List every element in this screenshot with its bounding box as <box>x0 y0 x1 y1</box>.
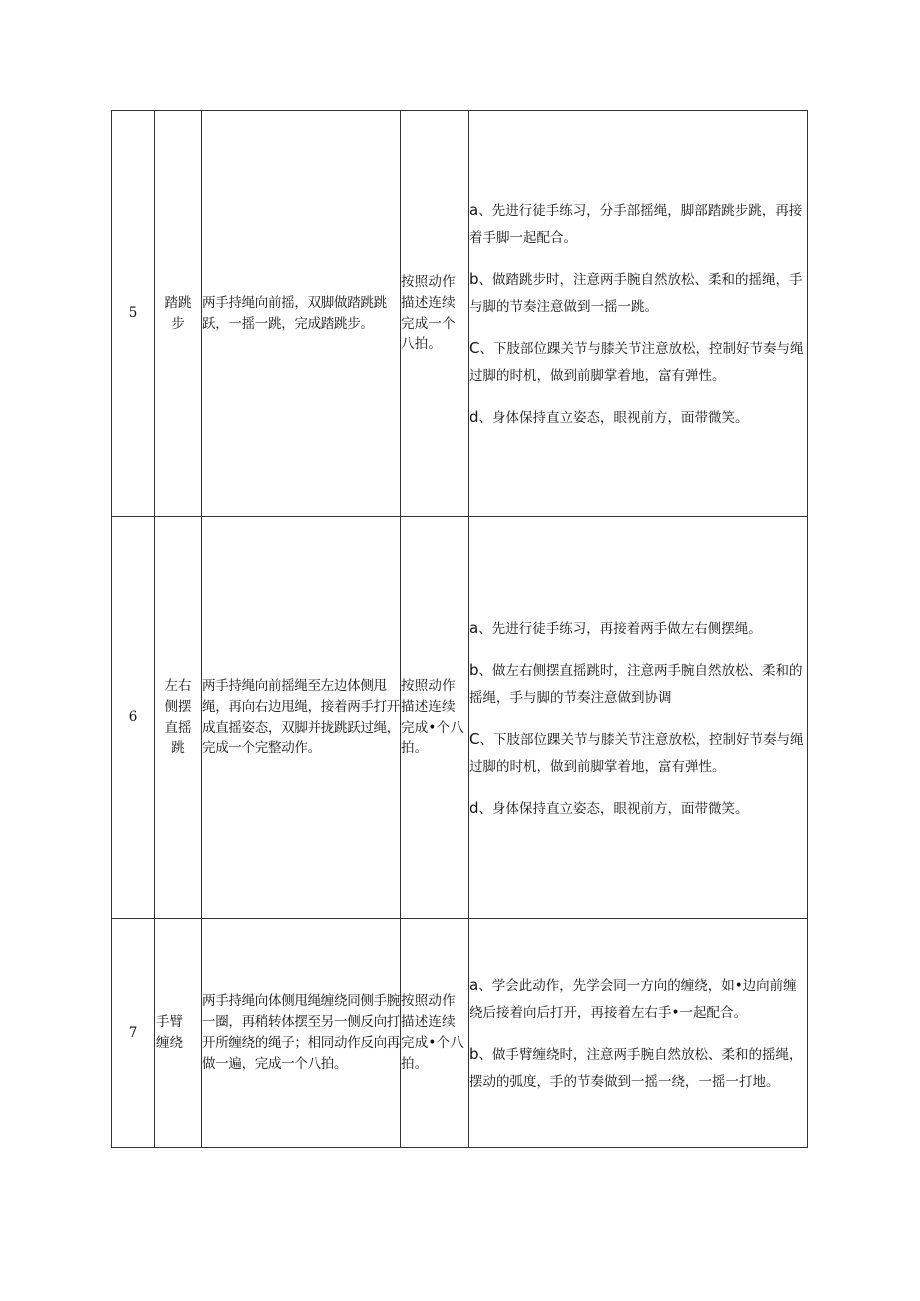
note-item <box>469 264 807 321</box>
note-text: 、身体保持直立姿态，眼视前方，面带微笑。 <box>478 410 749 426</box>
exercise-table <box>111 110 808 1148</box>
note-text: 、做踏跳步时，注意两手腕自然放松、柔和的摇绳，手与脚的节奏注意做到一摇一跳。 <box>469 272 803 315</box>
note-item <box>469 970 807 1027</box>
exercise-requirement: 按照动作描述连续完成•个八拍。 <box>401 517 469 919</box>
table-row <box>112 517 808 919</box>
exercise-name-line: 侧摆 <box>164 698 192 715</box>
note-item <box>469 613 807 643</box>
note-text: 、做手臂缠绕时，注意两手腕自然放松、柔和的摇绳，摆动的弧度，手的节奏做到一摇一绕，一摇一打地。 <box>469 1047 803 1090</box>
note-marker: a <box>469 201 479 219</box>
note-item <box>469 793 807 823</box>
note-marker: a <box>469 976 479 994</box>
exercise-notes <box>469 919 808 1148</box>
note-marker: d <box>469 408 479 426</box>
note-text: 、下肢部位踝关节与膝关节注意放松，控制好节奏与绳过脚的时机，做到前脚掌着地，富有弹性。 <box>469 731 804 775</box>
note-text: 、学会此动作，先学会同一方向的缠绕，如•边向前缠绕后接着向后打开，再接着左右手•一起配合。 <box>469 978 797 1021</box>
exercise-name-line: 步 <box>171 315 185 332</box>
exercise-name-line: 踏跳 <box>164 294 192 311</box>
note-item <box>469 402 807 432</box>
note-marker: b <box>469 1045 479 1063</box>
table-row <box>112 111 808 517</box>
exercise-name <box>155 111 202 517</box>
note-item <box>469 195 807 252</box>
exercise-description: 两手持绳向前摇，双脚做踏跳跳跃，一摇一跳，完成踏跳步。 <box>202 111 401 517</box>
exercise-notes <box>469 111 808 517</box>
exercise-description: 两手持绳向前摇绳至左边体侧甩绳，再向右边甩绳，接着两手打开成直摇姿态，双脚并拢跳跃过绳，完成一个完整动作。 <box>202 517 401 919</box>
exercise-notes <box>469 517 808 919</box>
exercise-name-line: 左右 <box>164 677 192 694</box>
note-item <box>469 724 807 781</box>
note-marker: b <box>469 270 479 288</box>
table-row <box>112 919 808 1148</box>
note-marker: d <box>469 798 479 817</box>
note-item <box>469 1039 807 1096</box>
exercise-name <box>155 517 202 919</box>
note-marker: a <box>469 618 479 637</box>
exercise-name-line: 缠绕 <box>156 1035 183 1051</box>
exercise-description: 两手持绳向体侧甩绳缠绕同侧手腕一圈，再稍转体摆至另一侧反向打开所缠绕的绳子；相同动作反向再做一遍，完成一个八拍。 <box>202 919 401 1148</box>
note-marker: C <box>469 729 480 748</box>
row-number: 6 <box>112 517 155 919</box>
note-text: 、先进行徒手练习，分手部摇绳，脚部踏跳步跳，再接着手脚一起配合。 <box>469 203 803 246</box>
exercise-name-line: 手臂 <box>156 1014 183 1031</box>
exercise-requirement: 按照动作描述连续完成一个八拍。 <box>401 111 469 517</box>
note-text: 、下肢部位踝关节与膝关节注意放松，控制好节奏与绳过脚的时机，做到前脚掌着地，富有弹性。 <box>469 341 804 384</box>
note-item <box>469 333 807 390</box>
note-text: 、做左右侧摆直摇跳时，注意两手腕自然放松、柔和的摇绳，手与脚的节奏注意做到协调 <box>469 662 803 706</box>
exercise-requirement: 按照动作描述连续完成•个八拍。 <box>401 919 469 1148</box>
exercise-name-line: 直摇 <box>164 719 192 736</box>
note-text: 、身体保持直立姿态，眼视前方，面带微笑。 <box>478 800 749 817</box>
exercise-name-line: 跳 <box>171 740 185 757</box>
note-item <box>469 655 807 712</box>
row-number: 7 <box>112 919 155 1148</box>
note-marker: b <box>469 660 479 679</box>
row-number: 5 <box>112 111 155 517</box>
note-text: 、先进行徒手练习，再接着两手做左右侧摆绳。 <box>478 620 762 637</box>
note-marker: C <box>469 339 480 357</box>
exercise-name <box>155 919 202 1148</box>
